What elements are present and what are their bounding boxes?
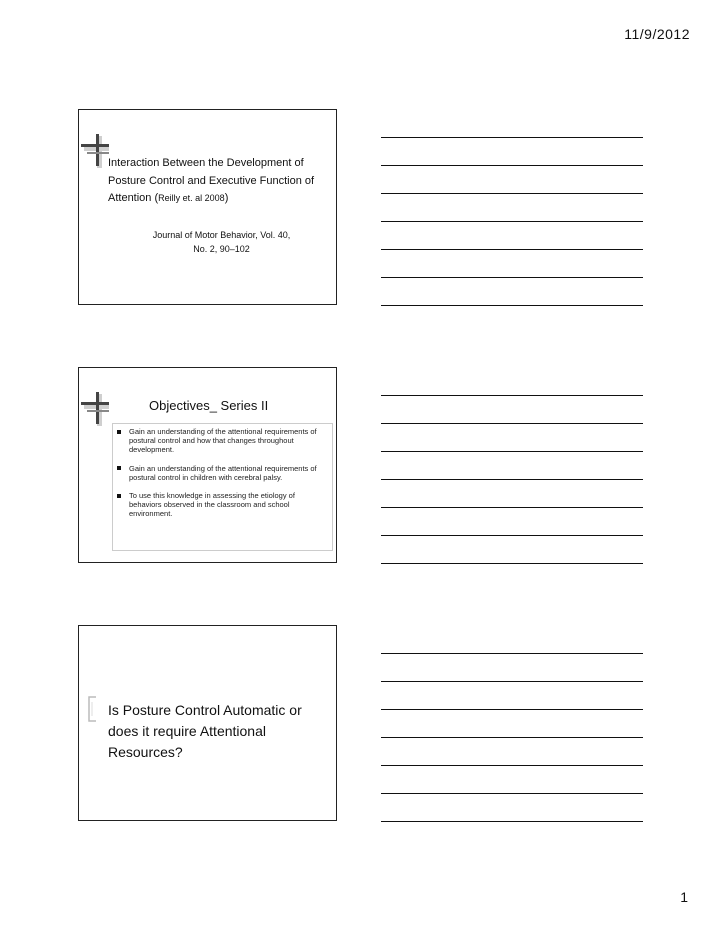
slide-2 [78, 367, 337, 563]
notes-line [381, 507, 643, 508]
bullet-icon [117, 430, 121, 434]
notes-line [381, 535, 643, 536]
notes-line [381, 395, 643, 396]
bullet-icon [117, 466, 121, 470]
slide-3 [78, 625, 337, 821]
notes-line [381, 793, 643, 794]
list-item: Gain an understanding of the attentional requirements of postural control in children with cerebral palsy. [117, 464, 326, 482]
notes-line [381, 737, 643, 738]
notes-line [381, 681, 643, 682]
notes-line [381, 765, 643, 766]
notes-line [381, 137, 643, 138]
notes-line [381, 305, 643, 306]
page-number: 1 [680, 889, 688, 905]
bullet-icon [117, 494, 121, 498]
notes-line [381, 221, 643, 222]
slide-1-subtitle: Journal of Motor Behavior, Vol. 40, No. 2, 90–102 [152, 230, 291, 254]
notes-line [381, 653, 643, 654]
notes-line [381, 821, 643, 822]
objectives-list-box [112, 423, 333, 551]
notes-line [381, 165, 643, 166]
list-item: To use this knowledge in assessing the etiology of behaviors observed in the classroom and school environment. [117, 491, 326, 519]
slide-1-title: Interaction Between the Development of Posture Control and Executive Function of Attention (Reilly et. al 2008) [108, 157, 315, 204]
slide-3-title: Is Posture Control Automatic or does it require Attentional Resources? [108, 702, 302, 760]
slide-1 [78, 109, 337, 305]
notes-line [381, 249, 643, 250]
notes-line [381, 709, 643, 710]
notes-line [381, 479, 643, 480]
print-date: 11/9/2012 [624, 26, 690, 42]
notes-line [381, 193, 643, 194]
notes-line [381, 423, 643, 424]
notes-line [381, 451, 643, 452]
cross-decoration-icon [79, 368, 113, 428]
bracket-decoration-icon [87, 696, 99, 722]
notes-line [381, 563, 643, 564]
list-item: Gain an understanding of the attentional requirements of postural control and how that changes throughout development. [117, 427, 326, 455]
notes-line [381, 277, 643, 278]
slide-2-title: Objectives_ Series II [149, 398, 269, 413]
